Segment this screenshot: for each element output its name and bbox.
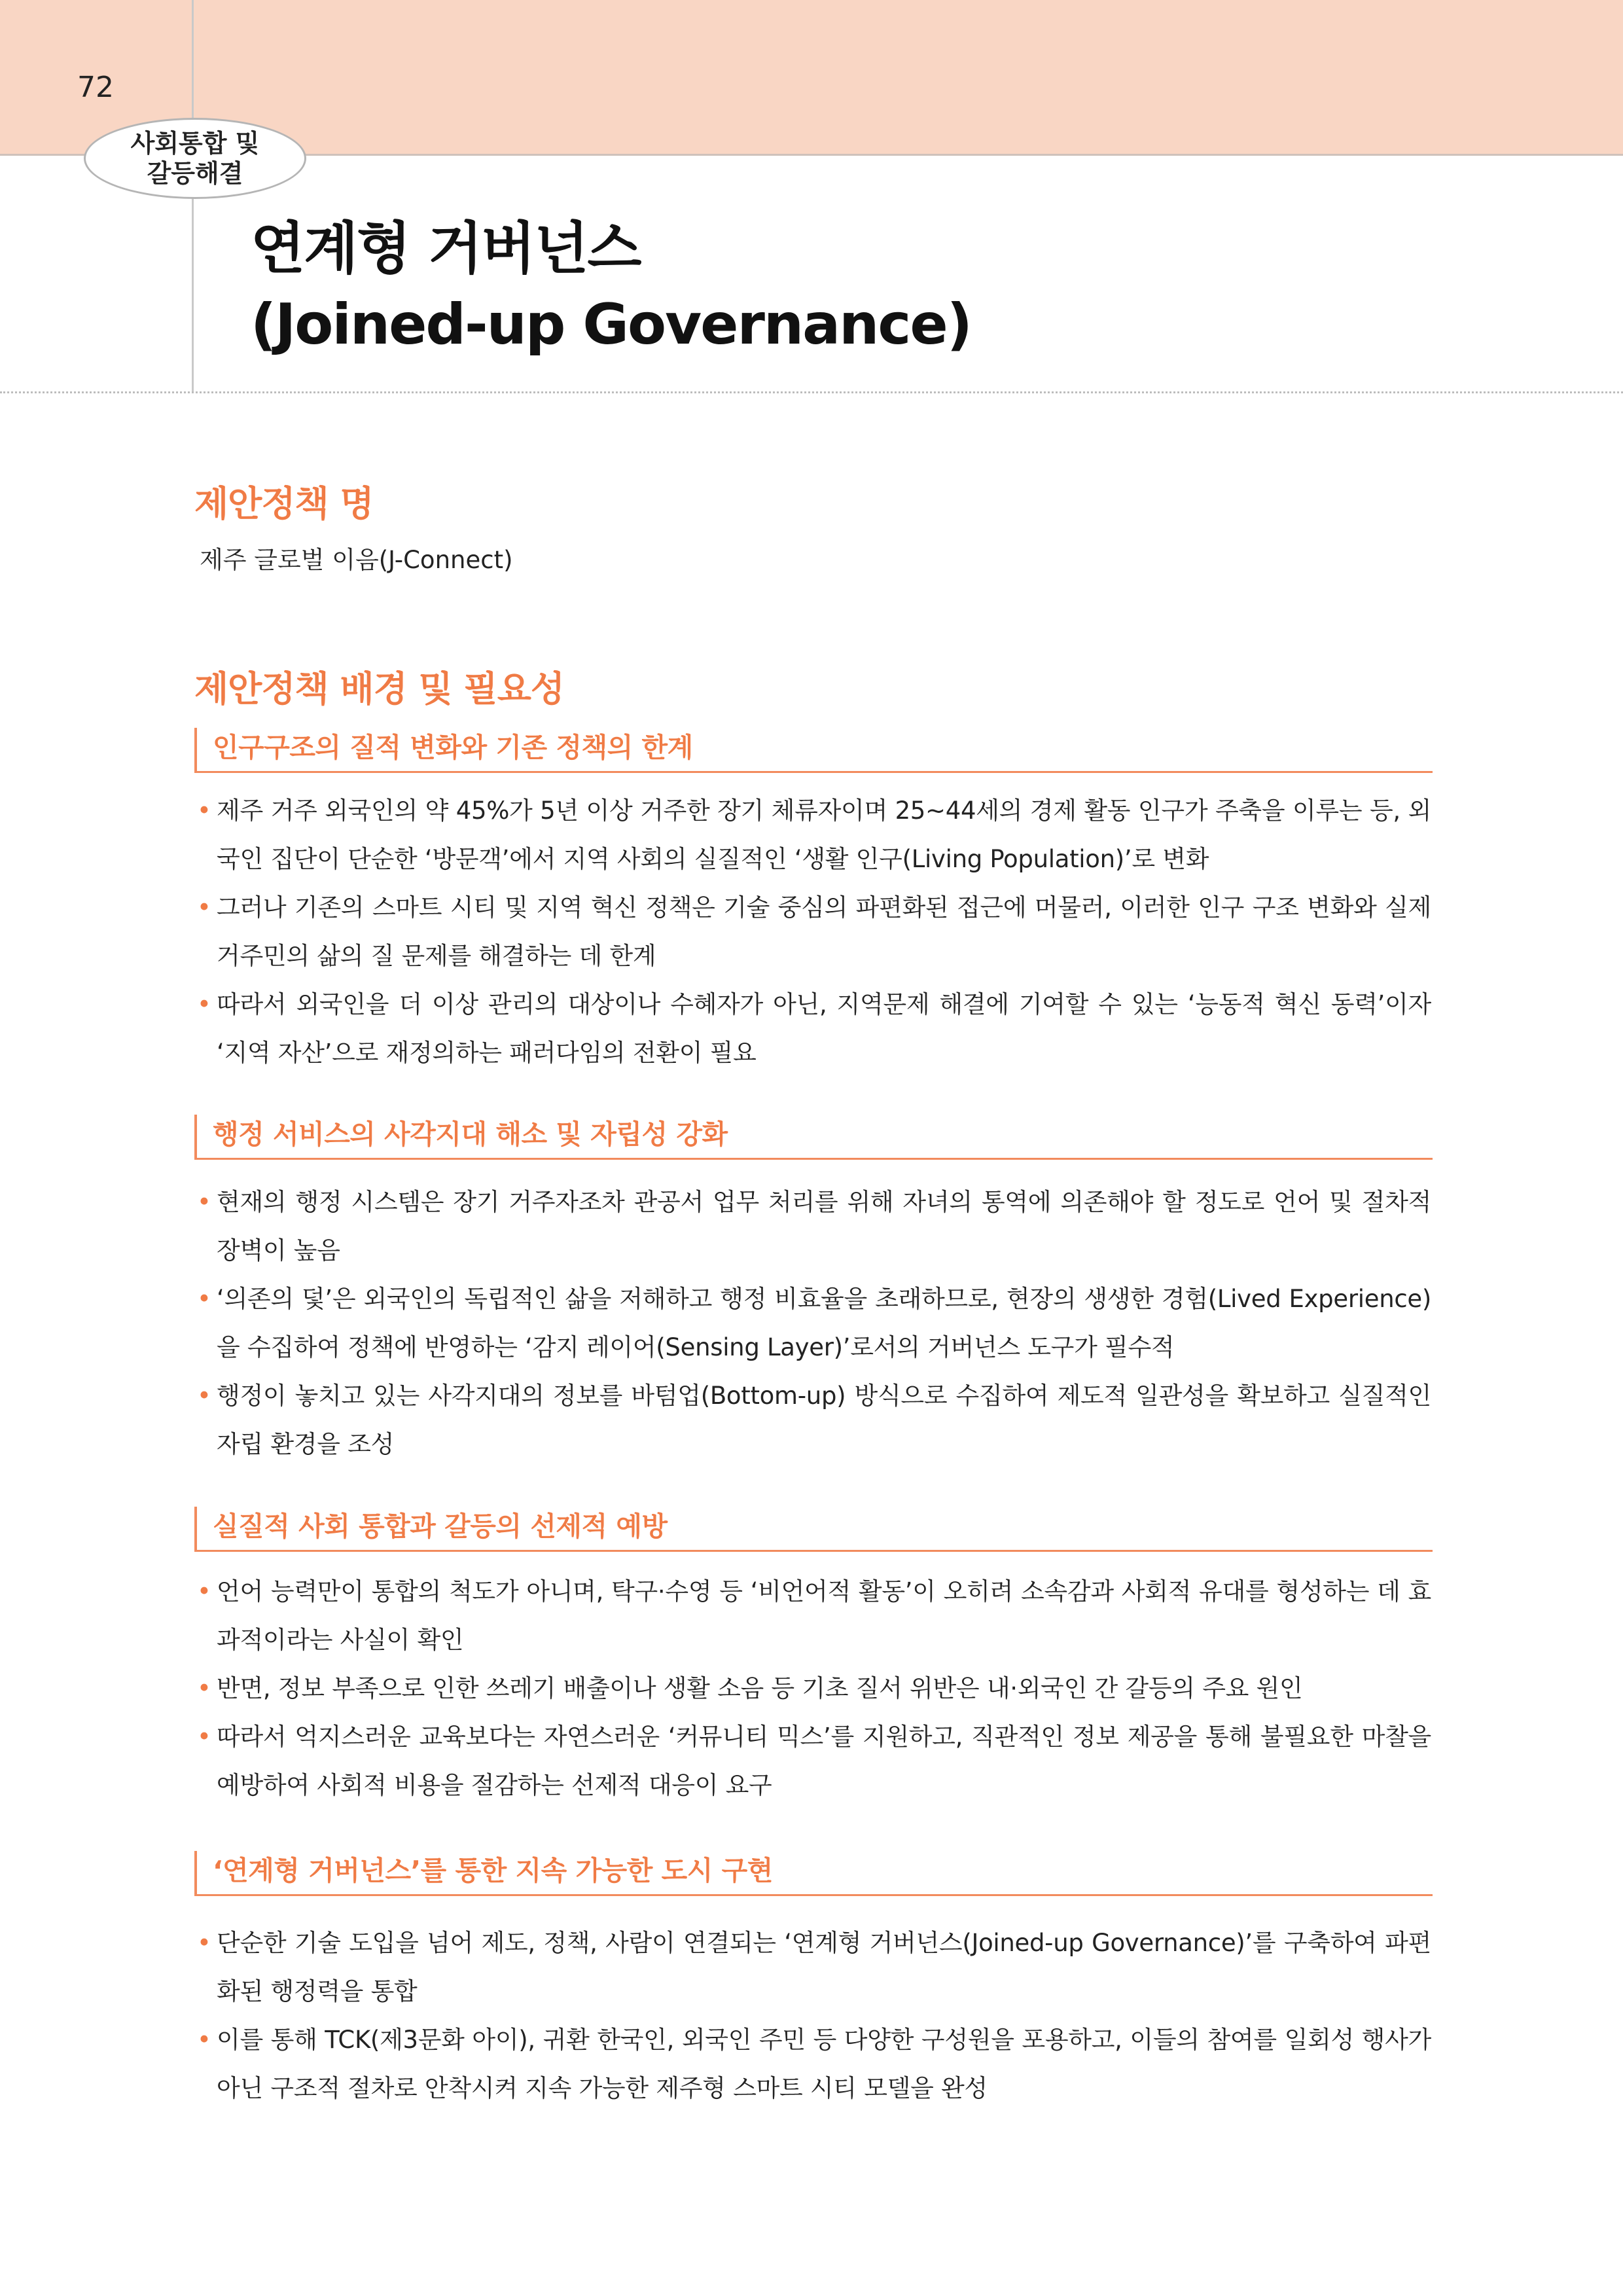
- subsection-title: 실질적 사회 통합과 갈등의 선제적 예방: [213, 1511, 668, 1542]
- subsection-heading-1: [194, 728, 1433, 773]
- title-line-2: (Joined-up Governance): [251, 292, 971, 357]
- bullet-text: 반면, 정보 부족으로 인한 쓰레기 배출이나 생활 소음 등 기초 질서 위반은 내·외국인 간 갈등의 주요 원인: [217, 1674, 1303, 1702]
- bullet-icon: •: [197, 1723, 211, 1751]
- page-title: [251, 211, 971, 363]
- bullet-item: [194, 884, 1431, 980]
- dotted-separator: [0, 391, 1623, 393]
- bullet-icon: •: [197, 1188, 211, 1216]
- subsection-title: 행정 서비스의 사각지대 해소 및 자립성 강화: [213, 1119, 728, 1150]
- bullet-text: 제주 거주 외국인의 약 45%가 5년 이상 거주한 장기 체류자이며 25~44세의 경제 활동 인구가 주축을 이루는 등, 외국인 집단이 단순한 ‘방문객’에서 지역 사회의 실질적인 ‘생활 인구(Living Population)’로 변화: [217, 797, 1431, 873]
- subsection-heading-4: [194, 1851, 1433, 1896]
- bullet-item: [194, 787, 1431, 884]
- subsection-heading-3: [194, 1507, 1433, 1552]
- bullet-icon: •: [197, 1382, 211, 1410]
- bullet-icon: •: [197, 797, 211, 825]
- bullet-text: ‘의존의 덫’은 외국인의 독립적인 삶을 저해하고 행정 비효율을 초래하므로, 현장의 생생한 경험(Lived Experience)을 수집하여 정책에 반영하는 ‘감지 레이어(Sensing Layer)’로서의 거버넌스 도구가 필수적: [217, 1285, 1431, 1361]
- policy-name-text: 제주 글로벌 이음(J-Connect): [200, 546, 513, 574]
- bullet-item: [194, 1275, 1431, 1372]
- category-badge: [84, 118, 306, 199]
- bullet-text: 단순한 기술 도입을 넘어 제도, 정책, 사람이 연결되는 ‘연계형 거버넌스(Joined-up Governance)’를 구축하여 파편화된 행정력을 통합: [217, 1929, 1431, 2005]
- bullet-text: 그러나 기존의 스마트 시티 및 지역 혁신 정책은 기술 중심의 파편화된 접근에 머물러, 이러한 인구 구조 변화와 실제 거주민의 삶의 질 문제를 해결하는 데 한계: [217, 893, 1431, 970]
- bullet-icon: •: [197, 1577, 211, 1605]
- bullet-icon: •: [197, 1674, 211, 1702]
- bullet-text: 따라서 외국인을 더 이상 관리의 대상이나 수혜자가 아닌, 지역문제 해결에 기여할 수 있는 ‘능동적 혁신 동력’이자 ‘지역 자산’으로 재정의하는 패러다임의 전환이 필요: [217, 990, 1431, 1067]
- category-line-2: 갈등해결: [147, 159, 243, 188]
- bullet-text: 언어 능력만이 통합의 척도가 아니며, 탁구·수영 등 ‘비언어적 활동’이 오히려 소속감과 사회적 유대를 형성하는 데 효과적이라는 사실이 확인: [217, 1577, 1431, 1654]
- bullet-text: 이를 통해 TCK(제3문화 아이), 귀환 한국인, 외국인 주민 등 다양한 구성원을 포용하고, 이들의 참여를 일회성 행사가 아닌 구조적 절차로 안착시켜 지속 가능한 제주형 스마트 시티 모델을 완성: [217, 2026, 1431, 2102]
- bullet-item: [194, 980, 1431, 1077]
- bullet-item: [194, 1178, 1431, 1275]
- bullet-list-4: [194, 1919, 1431, 2113]
- bullet-icon: •: [197, 893, 211, 922]
- bullet-item: [194, 1568, 1431, 1664]
- bullet-item: [194, 2016, 1431, 2113]
- bullet-item: [194, 1664, 1431, 1713]
- bullet-icon: •: [197, 990, 211, 1018]
- bullet-text: 현재의 행정 시스템은 장기 거주자조차 관공서 업무 처리를 위해 자녀의 통역에 의존해야 할 정도로 언어 및 절차적 장벽이 높음: [217, 1188, 1431, 1265]
- subsection-heading-2: [194, 1115, 1433, 1160]
- bullet-icon: •: [197, 2026, 211, 2054]
- bullet-text: 행정이 놓치고 있는 사각지대의 정보를 바텀업(Bottom-up) 방식으로 수집하여 제도적 일관성을 확보하고 실질적인 자립 환경을 조성: [217, 1382, 1431, 1458]
- bullet-item: [194, 1713, 1431, 1810]
- bullet-list-3: [194, 1568, 1431, 1810]
- background-heading: 제안정책 배경 및 필요성: [194, 668, 565, 709]
- category-line-1: 사회통합 및: [130, 129, 260, 158]
- bullet-icon: •: [197, 1285, 211, 1313]
- policy-name-heading: 제안정책 명: [194, 483, 374, 524]
- bullet-text: 따라서 억지스러운 교육보다는 자연스러운 ‘커뮤니티 믹스’를 지원하고, 직관적인 정보 제공을 통해 불필요한 마찰을 예방하여 사회적 비용을 절감하는 선제적 대응이 요구: [217, 1723, 1431, 1799]
- title-line-1: 연계형 거버넌스: [251, 216, 641, 281]
- page-number: 72: [77, 71, 114, 104]
- bullet-list-1: [194, 787, 1431, 1077]
- bullet-icon: •: [197, 1929, 211, 1957]
- subsection-title: ‘연계형 거버넌스’를 통한 지속 가능한 도시 구현: [213, 1855, 773, 1886]
- subsection-title: 인구구조의 질적 변화와 기존 정책의 한계: [213, 732, 693, 763]
- bullet-item: [194, 1919, 1431, 2016]
- bullet-item: [194, 1372, 1431, 1469]
- bullet-list-2: [194, 1178, 1431, 1469]
